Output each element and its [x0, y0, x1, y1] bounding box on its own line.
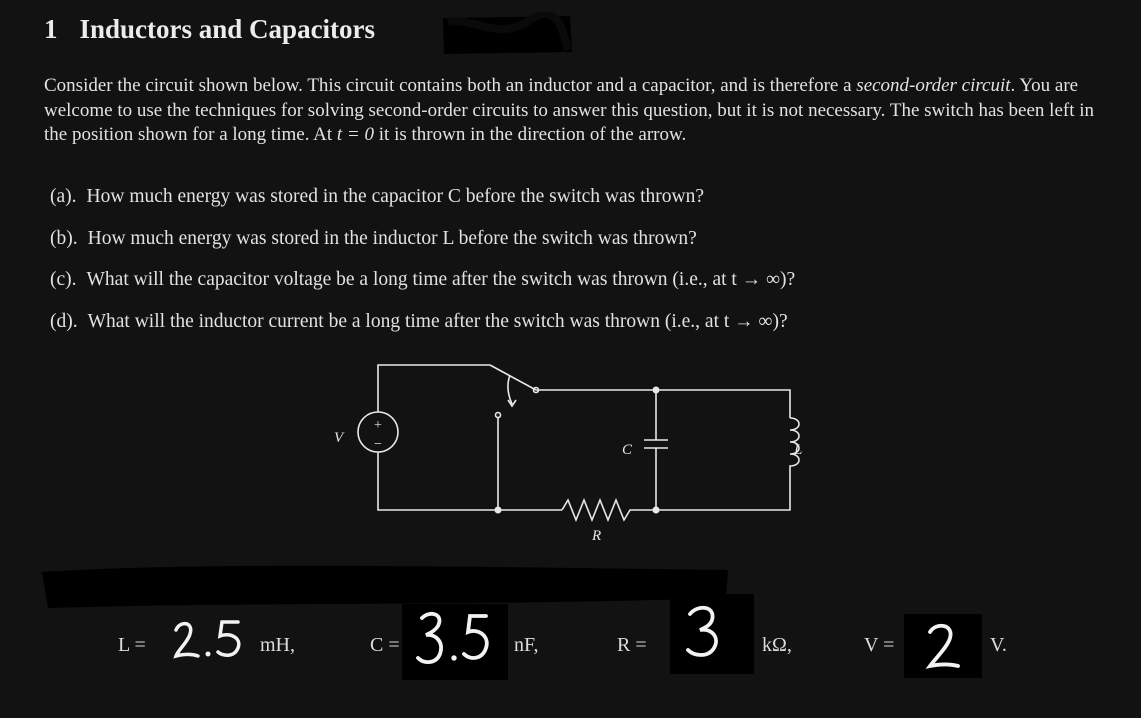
- inductor-coil: [658, 418, 799, 510]
- junction-node: [495, 507, 502, 514]
- param-L-unit: mH,: [260, 634, 295, 656]
- circuit-diagram: [300, 350, 840, 550]
- param-R-prefix: R =: [617, 634, 647, 656]
- handwritten-C-value: [400, 602, 510, 682]
- question-text: How much energy was stored in the capacitor C before the switch was thrown?: [86, 186, 705, 207]
- resistor-zigzag: [562, 500, 656, 520]
- junction-node: [653, 387, 660, 394]
- question-text: How much energy was stored in the inductor L before the switch was thrown?: [87, 227, 697, 249]
- intro-emphasis: second-order circuit: [856, 75, 1011, 96]
- junction-node: [653, 507, 660, 514]
- handwritten-L-value: [168, 616, 248, 666]
- question-text: What will the inductor current be a long time after the switch was thrown (i.e., at t → ∞)?: [87, 310, 788, 332]
- wire-source-bottom: [378, 452, 498, 510]
- question-list: [50, 186, 795, 352]
- resistor-label: R: [592, 528, 602, 544]
- question-item: [50, 269, 795, 311]
- source-minus: −: [374, 437, 382, 452]
- param-L-prefix: L =: [118, 634, 146, 656]
- question-item: [50, 186, 795, 228]
- section-number: 1: [44, 14, 58, 44]
- param-C-prefix: C =: [370, 634, 400, 656]
- question-label: (a).: [50, 186, 77, 207]
- intro-text-2: . You are welcome to use the techniques for solving second-order circuits to answer this question, but it is not necessary. The switch has been left in the position shown for a long time. At: [44, 75, 1095, 145]
- intro-time-equation: t = 0: [336, 124, 375, 145]
- question-item: [50, 228, 795, 270]
- inductor-label: L: [794, 442, 803, 458]
- capacitor-label: C: [622, 442, 633, 458]
- param-R-unit: kΩ,: [762, 634, 792, 656]
- param-V-prefix: V =: [864, 634, 895, 656]
- question-text: What will the capacitor voltage be a long time after the switch was thrown (i.e., at t → ∞)?: [86, 269, 796, 290]
- question-label: (b).: [50, 227, 78, 249]
- wire-source-top: [378, 365, 490, 412]
- intro-text-3: it is thrown in the direction of the arrow.: [374, 124, 687, 145]
- question-item: [50, 311, 795, 353]
- source-label: V: [334, 430, 344, 446]
- question-label: (c).: [50, 269, 77, 290]
- param-V-unit: V.: [990, 634, 1007, 656]
- question-label: (d).: [50, 310, 78, 332]
- source-plus: +: [374, 418, 382, 433]
- intro-text-1: Consider the circuit shown below. This circuit contains both an inductor and a capacitor, and is therefore a: [44, 75, 857, 96]
- section-title: Inductors and Capacitors: [79, 14, 376, 44]
- intro-paragraph: [44, 74, 1104, 148]
- handwritten-R-value: [666, 588, 758, 680]
- switch-contact-bottom: [496, 413, 501, 418]
- redaction-scribble: [440, 12, 575, 58]
- wire-top-right: [536, 390, 790, 418]
- param-C-unit: nF,: [514, 634, 539, 656]
- switch-blade: [490, 365, 536, 390]
- redaction-band: [40, 562, 730, 610]
- section-heading: [44, 14, 375, 45]
- handwritten-V-value: [900, 610, 986, 682]
